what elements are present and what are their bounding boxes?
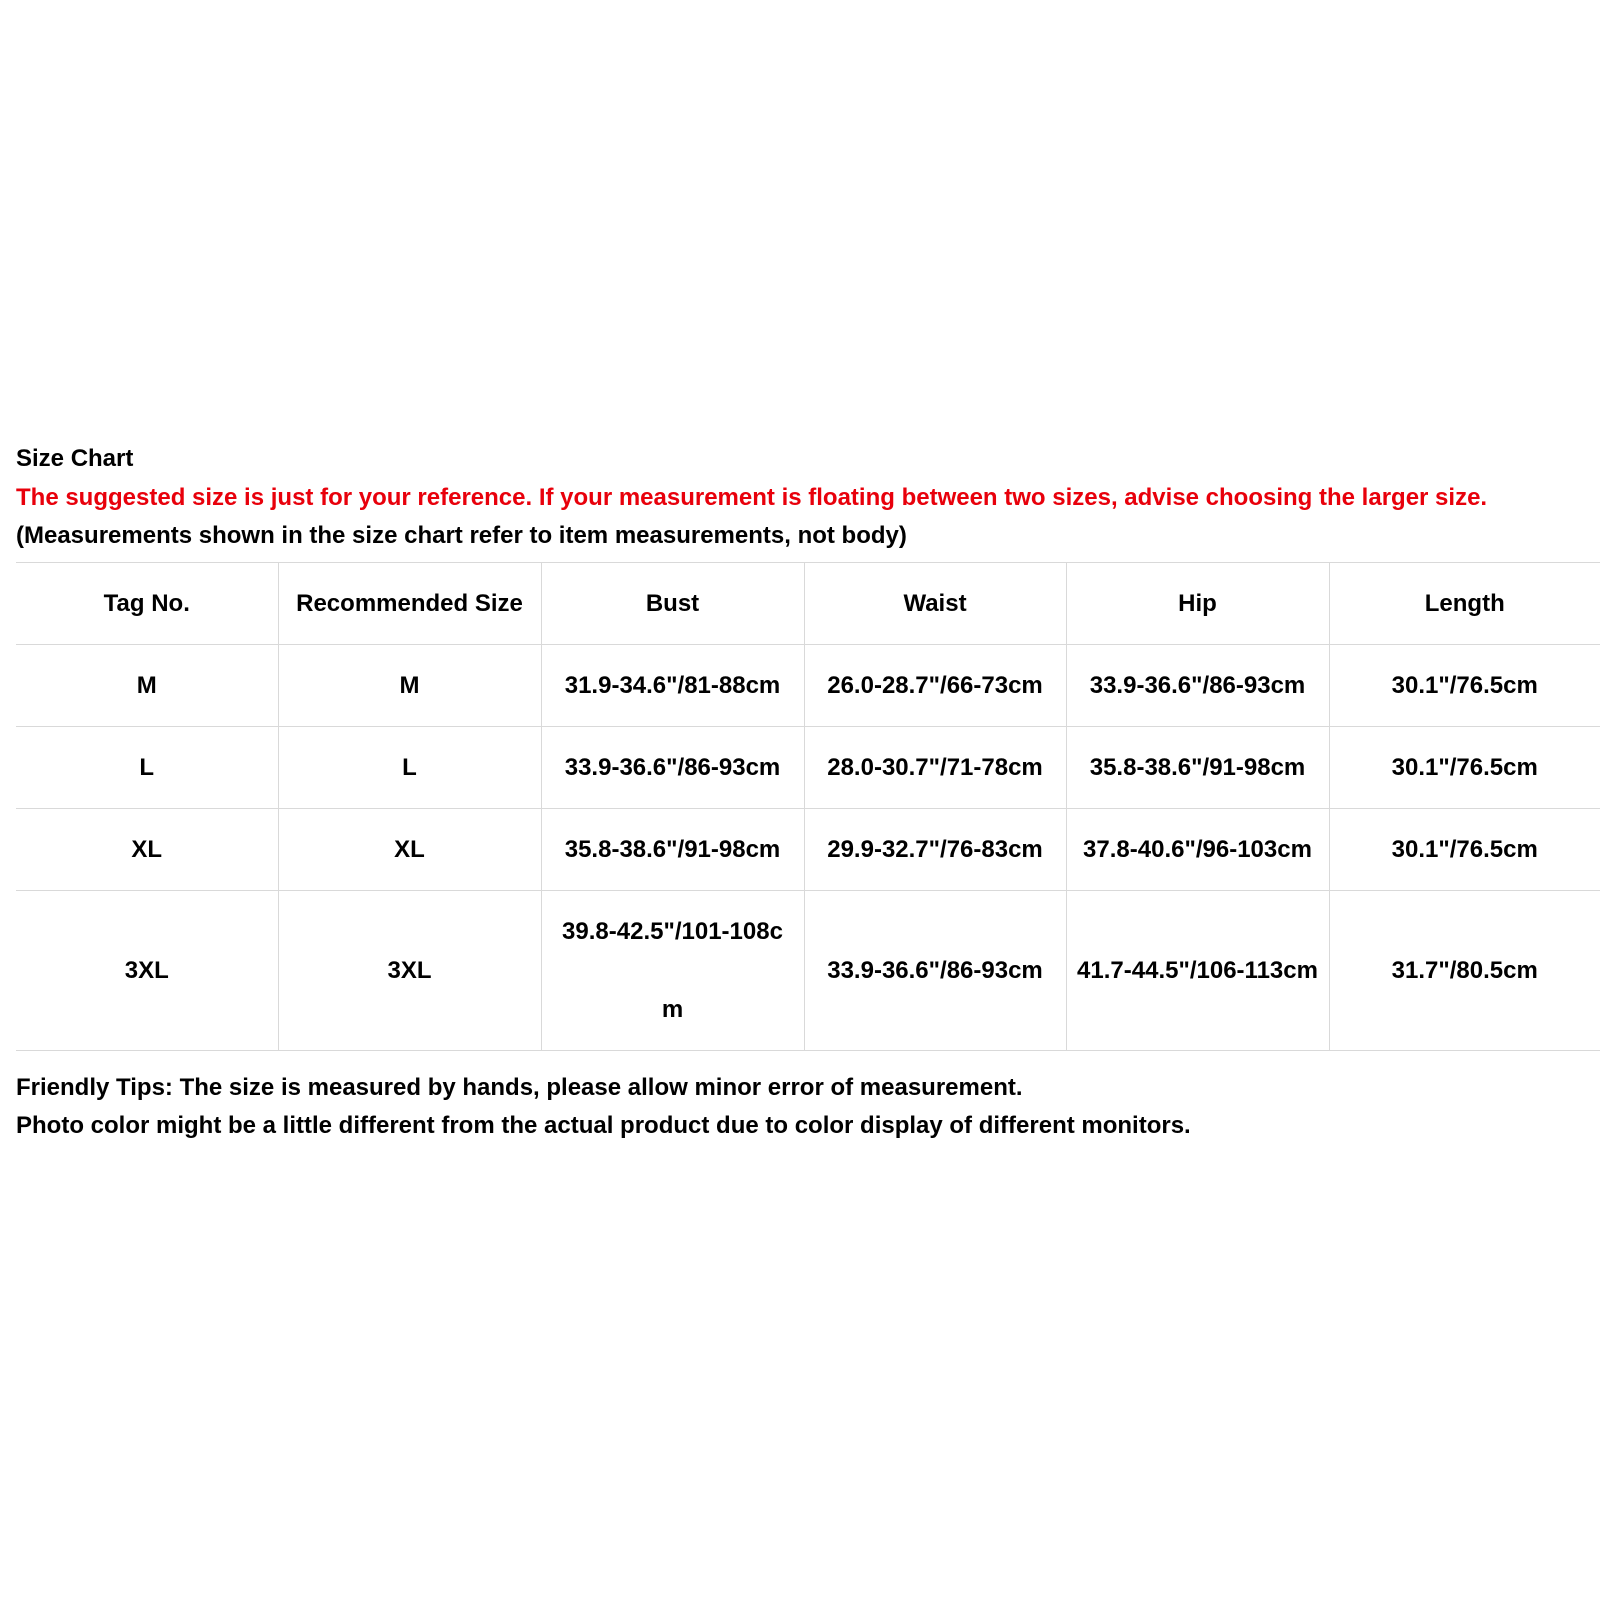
cell-recommended: 3XL bbox=[278, 891, 541, 1051]
table-header-row bbox=[16, 563, 1600, 645]
cell-tag: L bbox=[16, 727, 278, 809]
cell-hip: 35.8-38.6"/91-98cm bbox=[1066, 727, 1329, 809]
size-advice-notice: The suggested size is just for your reference. If your measurement is floating between two sizes, advise choosing the larger size. bbox=[16, 484, 1488, 511]
cell-length: 30.1"/76.5cm bbox=[1329, 727, 1600, 809]
cell-tag: 3XL bbox=[16, 891, 278, 1051]
header-hip: Hip bbox=[1066, 563, 1329, 645]
measurement-note: (Measurements shown in the size chart refer to item measurements, not body) bbox=[16, 522, 907, 549]
cell-hip: 41.7-44.5"/106-113cm bbox=[1066, 891, 1329, 1051]
cell-bust: 35.8-38.6"/91-98cm bbox=[541, 809, 804, 891]
tips-line-2: Photo color might be a little different from the actual product due to color display of different monitors. bbox=[16, 1112, 1191, 1139]
cell-waist: 29.9-32.7"/76-83cm bbox=[804, 809, 1066, 891]
header-bust: Bust bbox=[541, 563, 804, 645]
friendly-tips bbox=[16, 1069, 1191, 1145]
cell-bust bbox=[541, 891, 804, 1051]
cell-hip: 33.9-36.6"/86-93cm bbox=[1066, 645, 1329, 727]
cell-bust: 31.9-34.6"/81-88cm bbox=[541, 645, 804, 727]
size-table bbox=[16, 562, 1600, 1051]
chart-title: Size Chart bbox=[16, 445, 134, 472]
table-row bbox=[16, 809, 1600, 891]
cell-length: 30.1"/76.5cm bbox=[1329, 809, 1600, 891]
cell-length: 30.1"/76.5cm bbox=[1329, 645, 1600, 727]
header-length: Length bbox=[1329, 563, 1600, 645]
cell-bust: 33.9-36.6"/86-93cm bbox=[541, 727, 804, 809]
table-row bbox=[16, 645, 1600, 727]
cell-hip: 37.8-40.6"/96-103cm bbox=[1066, 809, 1329, 891]
cell-tag: XL bbox=[16, 809, 278, 891]
cell-tag: M bbox=[16, 645, 278, 727]
table-row bbox=[16, 891, 1600, 1051]
cell-waist: 28.0-30.7"/71-78cm bbox=[804, 727, 1066, 809]
tips-line-1: Friendly Tips: The size is measured by hands, please allow minor error of measurement. bbox=[16, 1074, 1023, 1101]
cell-waist: 26.0-28.7"/66-73cm bbox=[804, 645, 1066, 727]
cell-recommended: M bbox=[278, 645, 541, 727]
header-waist: Waist bbox=[804, 563, 1066, 645]
cell-waist: 33.9-36.6"/86-93cm bbox=[804, 891, 1066, 1051]
cell-length: 31.7"/80.5cm bbox=[1329, 891, 1600, 1051]
header-recommended-size: Recommended Size bbox=[278, 563, 541, 645]
cell-recommended: XL bbox=[278, 809, 541, 891]
table-row bbox=[16, 727, 1600, 809]
cell-recommended: L bbox=[278, 727, 541, 809]
cell-bust-text: 39.8-42.5"/101-108cm bbox=[562, 917, 783, 1023]
header-tag-no: Tag No. bbox=[16, 563, 278, 645]
